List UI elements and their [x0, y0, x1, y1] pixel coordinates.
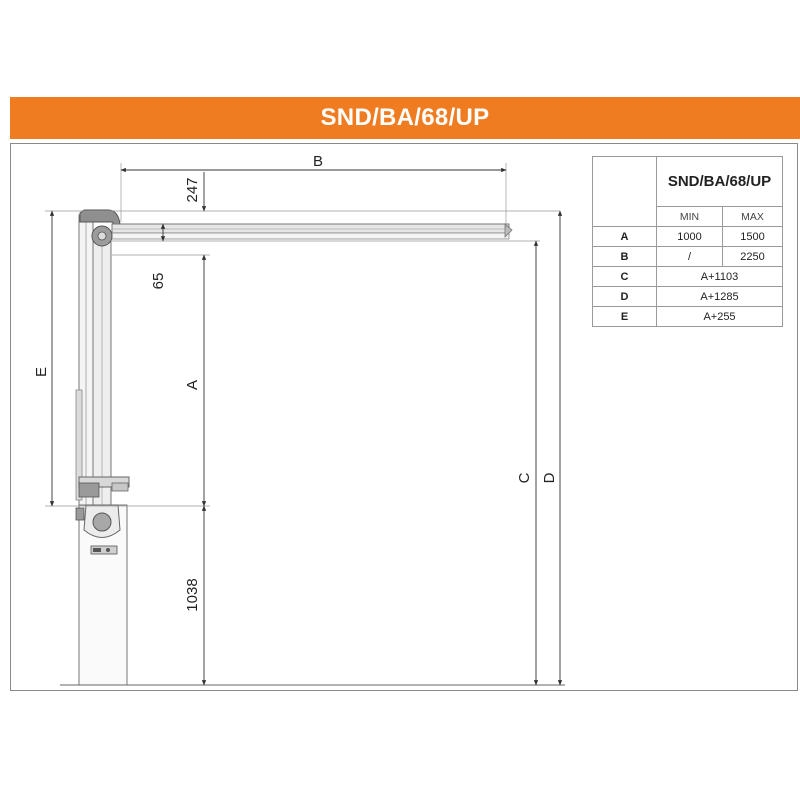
table-row: [593, 267, 783, 287]
cell-min: /: [657, 247, 723, 267]
table-corner: [593, 157, 657, 227]
extension-lines: [45, 163, 560, 506]
table-row: [593, 307, 783, 327]
dimension-lines: [52, 170, 560, 685]
dim-label-247: 247: [184, 177, 201, 203]
cell-max: 1500: [723, 227, 783, 247]
dim-label-b: B: [312, 153, 324, 170]
dim-label-a: A: [184, 379, 201, 391]
table-title: SND/BA/68/UP: [657, 157, 783, 207]
dim-label-c: C: [516, 472, 533, 484]
dim-label-65: 65: [150, 272, 167, 290]
dim-label-d: D: [541, 472, 558, 484]
cell-min: 1000: [657, 227, 723, 247]
arm: [80, 210, 512, 246]
col-header-max: MAX: [723, 207, 783, 227]
cell-value: A+255: [657, 307, 783, 327]
cell-value: A+1103: [657, 267, 783, 287]
row-label: B: [593, 247, 657, 267]
row-label: E: [593, 307, 657, 327]
cell-value: A+1285: [657, 287, 783, 307]
row-label: A: [593, 227, 657, 247]
cell-max: 2250: [723, 247, 783, 267]
table-row: [593, 227, 783, 247]
page-title: SND/BA/68/UP: [320, 104, 490, 131]
row-label: D: [593, 287, 657, 307]
row-label: C: [593, 267, 657, 287]
col-header-min: MIN: [657, 207, 723, 227]
table-row: [593, 247, 783, 267]
spec-table: [592, 156, 783, 327]
table-row: [593, 287, 783, 307]
dim-label-e: E: [33, 366, 50, 378]
post: [76, 215, 127, 685]
dim-label-1038: 1038: [184, 578, 201, 612]
